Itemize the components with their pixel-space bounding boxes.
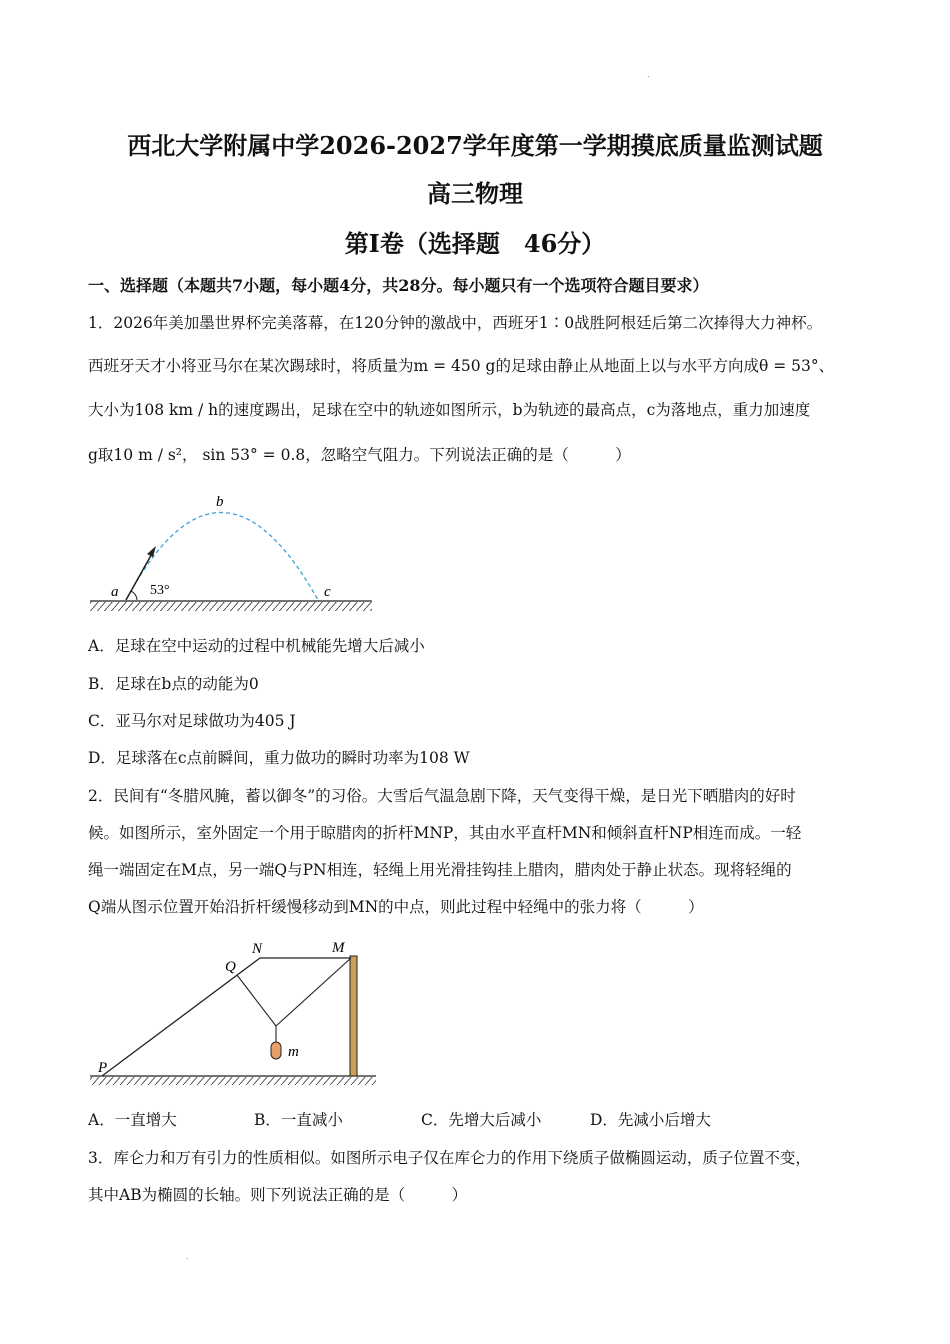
q1-trajectory-figure bbox=[86, 488, 376, 613]
section-heading: 一、选择题（本题共7小题，每小题4分，共28分。每小题只有一个选项符合题目要求） bbox=[88, 276, 709, 295]
q2-rod-figure bbox=[86, 932, 381, 1087]
q1-line-1: 1．2026年美加墨世界杯完美落幕，在120分钟的激战中，西班牙1∶0战胜阿根廷后第二次捧得大力神杯。 bbox=[88, 314, 823, 332]
vertical-pole bbox=[350, 956, 357, 1076]
q2-option-b: B．一直减小 bbox=[254, 1111, 343, 1129]
rope-q-side bbox=[237, 975, 276, 1026]
footer-dot: . bbox=[186, 1252, 189, 1261]
q2-line-3: 绳一端固定在M点，另一端Q与PN相连，轻绳上用光滑挂钩挂上腊肉，腊肉处于静止状态。现将轻绳的 bbox=[88, 861, 792, 879]
q1-line-4: g取10 m / s²， sin 53° = 0.8，忽略空气阻力。下列说法正确的是（ ） bbox=[88, 446, 631, 464]
q3-line-1: 3．库仑力和万有引力的性质相似。如图所示电子仅在库仑力的作用下绕质子做椭圆运动，质子位置不变， bbox=[88, 1149, 811, 1167]
label-b: b bbox=[216, 494, 224, 510]
q2-line-4: Q端从图示位置开始沿折杆缓慢移动到MN的中点，则此过程中轻绳中的张力将（ ） bbox=[88, 898, 704, 916]
q2-option-c: C．先增大后减小 bbox=[421, 1111, 542, 1129]
rope-m-side bbox=[276, 958, 351, 1026]
part-title: 第Ⅰ卷（选择题 46分） bbox=[344, 229, 606, 258]
ground-hatch bbox=[90, 1077, 376, 1085]
q1-line-2: 西班牙天才小将亚马尔在某次踢球时，将质量为m = 450 g的足球由静止从地面上以与水平方向成θ = 53°、 bbox=[88, 357, 835, 375]
label-a: a bbox=[111, 584, 119, 600]
label-n: N bbox=[252, 941, 263, 957]
label-m: M bbox=[332, 940, 345, 956]
angle-arc bbox=[131, 591, 137, 600]
q1-option-a: A．足球在空中运动的过程中机械能先增大后减小 bbox=[88, 637, 425, 655]
label-p: P bbox=[98, 1060, 108, 1076]
label-mass: m bbox=[288, 1044, 299, 1060]
q1-option-b: B．足球在b点的动能为0 bbox=[88, 675, 259, 693]
q2-option-a: A．一直增大 bbox=[88, 1111, 177, 1129]
q1-option-c: C．亚马尔对足球做功为405 J bbox=[88, 712, 296, 730]
cured-meat bbox=[271, 1042, 281, 1059]
label-angle: 53° bbox=[150, 583, 170, 598]
label-c: c bbox=[324, 584, 331, 600]
exam-title: 西北大学附属中学2026-2027学年度第一学期摸底质量监测试题 bbox=[127, 131, 823, 160]
q2-line-1: 2．民间有“冬腊风腌，蓄以御冬”的习俗。大雪后气温急剧下降，天气变得干燥，是日光下晒腊肉的好时 bbox=[88, 787, 796, 805]
rod-np bbox=[102, 958, 260, 1076]
q2-line-2: 候。如图所示，室外固定一个用于晾腊肉的折杆MNP，其由水平直杆MN和倾斜直杆NP相连而成。一轻 bbox=[88, 824, 802, 842]
q3-line-2: 其中AB为椭圆的长轴。则下列说法正确的是（ ） bbox=[88, 1186, 468, 1204]
q1-option-d: D．足球落在c点前瞬间，重力做功的瞬时功率为108 W bbox=[88, 749, 470, 767]
header-dot: . bbox=[647, 70, 650, 79]
q1-line-3: 大小为108 km / h的速度踢出，足球在空中的轨迹如图所示，b为轨迹的最高点，c为落地点，重力加速度 bbox=[88, 401, 811, 419]
q2-option-d: D．先减小后增大 bbox=[590, 1111, 711, 1129]
subject-title: 高三物理 bbox=[427, 179, 523, 208]
label-q: Q bbox=[225, 959, 236, 975]
ground-hatch bbox=[90, 602, 372, 611]
